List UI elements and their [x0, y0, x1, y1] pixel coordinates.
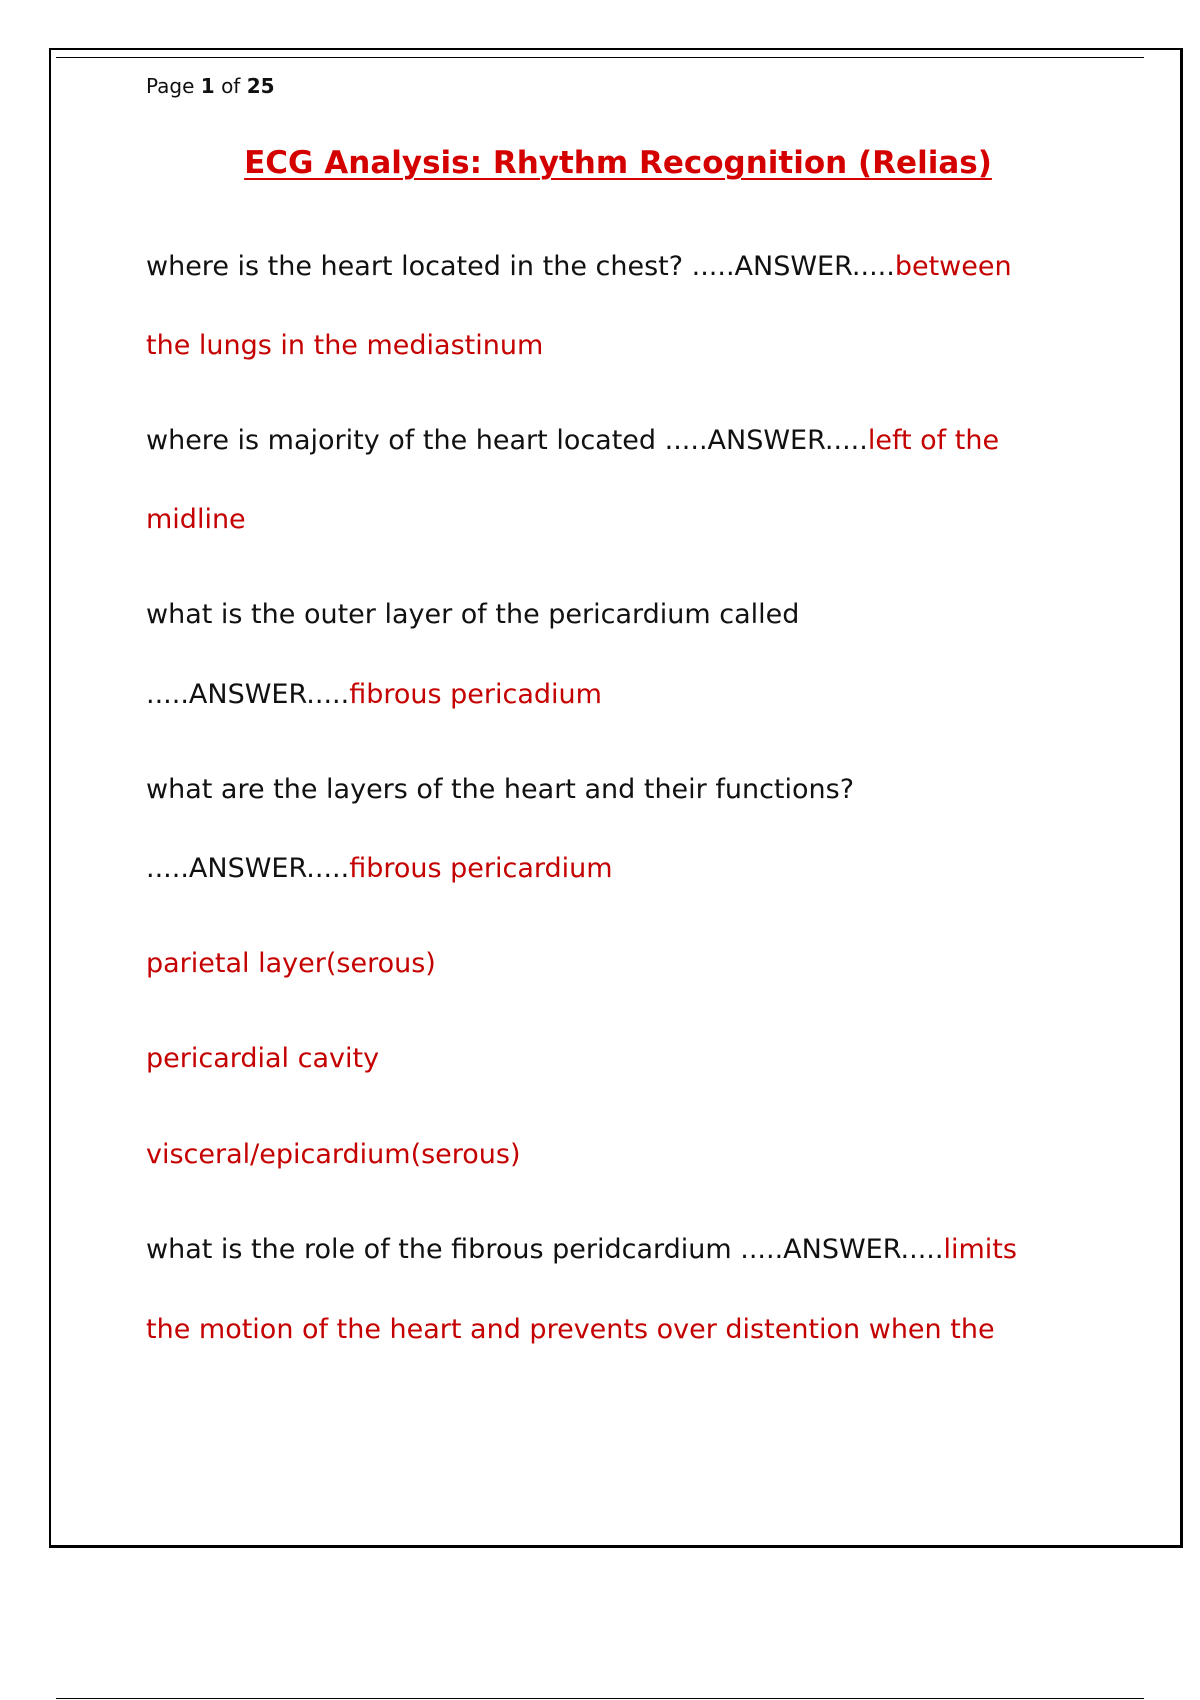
answer-text: between: [894, 251, 1012, 282]
question-text: where is the heart located in the chest? .....ANSWER.....: [146, 251, 895, 282]
answer-text: the motion of the heart and prevents over distention when the: [146, 1314, 995, 1345]
answer-text: pericardial cavity: [146, 1043, 380, 1074]
document-title: ECG Analysis: Rhythm Recognition (Relias): [244, 145, 992, 181]
question-text: what is the outer layer of the pericardium called: [146, 599, 800, 630]
qa-line: [146, 1234, 1017, 1265]
qa-line: [146, 251, 1012, 282]
footer-rule: [56, 1698, 1144, 1699]
question-text: .....ANSWER.....: [146, 679, 350, 710]
qa-line: [146, 1314, 995, 1345]
qa-line: [146, 1139, 521, 1170]
question-text: what is the role of the fibrous peridcardium .....ANSWER.....: [146, 1234, 944, 1265]
qa-line: [146, 504, 246, 535]
question-text: what are the layers of the heart and their functions?: [146, 774, 855, 805]
answer-text: fibrous pericadium: [349, 679, 602, 710]
qa-line: [146, 948, 436, 979]
answer-text: limits: [943, 1234, 1017, 1265]
question-text: .....ANSWER.....: [146, 853, 350, 884]
answer-text: the lungs in the mediastinum: [146, 330, 544, 361]
answer-text: left of the: [867, 425, 1000, 456]
answer-text: fibrous pericardium: [349, 853, 613, 884]
qa-line: [146, 774, 854, 805]
qa-line: [146, 599, 799, 630]
qa-line: [146, 679, 602, 710]
page-number: Page 1 of 25: [146, 74, 275, 98]
qa-line: [146, 330, 543, 361]
qa-line: [146, 425, 999, 456]
qa-line: [146, 1043, 379, 1074]
answer-text: parietal layer(serous): [146, 948, 436, 979]
qa-line: [146, 853, 613, 884]
answer-text: visceral/epicardium(serous): [146, 1139, 521, 1170]
question-text: where is majority of the heart located .....ANSWER.....: [146, 425, 868, 456]
answer-text: midline: [146, 504, 246, 535]
header-rule: [56, 57, 1144, 58]
